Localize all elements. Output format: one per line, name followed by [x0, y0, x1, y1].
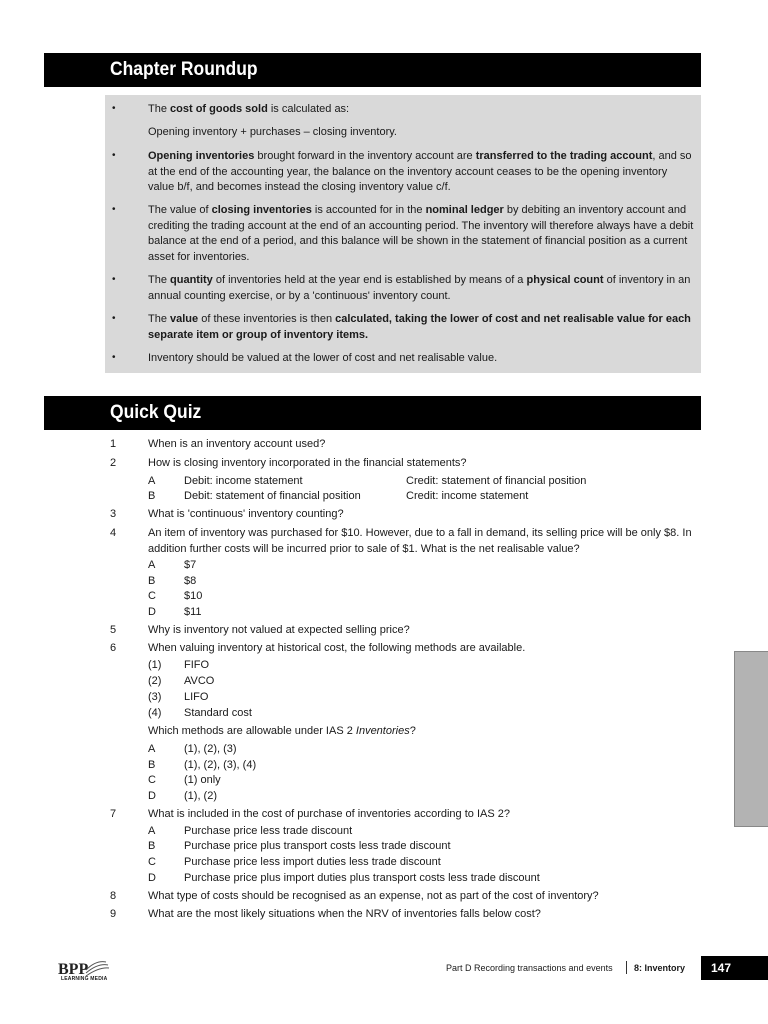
question-number: 9 — [110, 908, 117, 920]
question-number: 7 — [110, 808, 117, 820]
method-text: Standard cost — [184, 707, 252, 719]
method-label: (1) — [148, 659, 162, 671]
option-credit: Credit: income statement — [406, 490, 529, 502]
question-5: Why is inventory not valued at expected selling price? — [148, 624, 410, 636]
question-1: When is an inventory account used? — [148, 438, 326, 450]
chapter-thumb-tab — [734, 651, 768, 827]
bullet-icon — [112, 149, 120, 161]
option-text: (1), (2), (3), (4) — [184, 759, 257, 771]
option-label: B — [148, 840, 156, 852]
bullet-icon — [112, 102, 120, 114]
roundup-item-3: The value of closing inventories is accounted for in the nominal ledger by debiting an inventory account and crediting the trading account at the end of an accounting period. The inventory will therefore always have a debit balance at the end of a period, and this balance will be shown in the statement of financial position as a current asset for inventories. — [148, 204, 694, 263]
option-label: D — [148, 872, 156, 884]
method-label: (3) — [148, 691, 162, 703]
question-number: 6 — [110, 642, 117, 654]
option-text: Purchase price less import duties less trade discount — [184, 856, 441, 868]
bullet-icon — [112, 203, 120, 215]
option-label: C — [148, 856, 156, 868]
option-text: Purchase price plus import duties plus transport costs less trade discount — [184, 872, 540, 884]
bullet-icon — [112, 273, 120, 285]
chapter-roundup-header: Chapter Roundup — [44, 53, 701, 87]
question-number: 2 — [110, 457, 117, 469]
quick-quiz-header: Quick Quiz — [44, 396, 701, 430]
method-text: FIFO — [184, 659, 210, 671]
method-text: LIFO — [184, 691, 209, 703]
option-text: $8 — [184, 575, 197, 587]
method-label: (2) — [148, 675, 162, 687]
option-text: $10 — [184, 590, 203, 602]
question-number: 5 — [110, 624, 117, 636]
question-7: What is included in the cost of purchase of inventories according to IAS 2? — [148, 808, 510, 820]
option-debit: Debit: statement of financial position — [184, 490, 361, 502]
footer-divider — [626, 961, 627, 974]
option-label: C — [148, 590, 156, 602]
footer-chapter-label: 8: Inventory — [634, 963, 686, 973]
option-label: A — [148, 825, 156, 837]
roundup-item-5: The value of these inventories is then calculated, taking the lower of cost and net realisable value for each separate item or group of inventory items. — [148, 313, 691, 341]
option-label: A — [148, 475, 156, 487]
roundup-item-6: Inventory should be valued at the lower of cost and net realisable value. — [148, 352, 498, 364]
roundup-item-1: The cost of goods sold is calculated as: — [148, 103, 350, 115]
question-number: 8 — [110, 890, 117, 902]
method-text: AVCO — [184, 675, 215, 687]
question-2: How is closing inventory incorporated in the financial statements? — [148, 457, 467, 469]
question-number: 1 — [110, 438, 117, 450]
question-6-subquestion: Which methods are allowable under IAS 2 Inventories? — [148, 725, 416, 737]
roundup-item-4: The quantity of inventories held at the year end is established by means of a physical count of inventory in an annual counting exercise, or by a 'continuous' inventory count. — [148, 274, 691, 302]
page-number: 147 — [701, 956, 768, 980]
option-text: $11 — [184, 606, 202, 618]
option-text: (1) only — [184, 774, 221, 786]
option-credit: Credit: statement of financial position — [406, 475, 587, 487]
option-text: Purchase price plus transport costs less trade discount — [184, 840, 451, 852]
option-text: Purchase price less trade discount — [184, 825, 353, 837]
option-text: $7 — [184, 559, 197, 571]
question-number: 4 — [110, 527, 117, 539]
option-debit: Debit: income statement — [184, 475, 303, 487]
method-label: (4) — [148, 707, 162, 719]
question-8: What type of costs should be recognised as an expense, not as part of the cost of inventory? — [148, 890, 599, 902]
option-label: B — [148, 759, 156, 771]
option-label: B — [148, 575, 156, 587]
option-label: B — [148, 490, 156, 502]
option-text: (1), (2) — [184, 790, 217, 802]
question-6: When valuing inventory at historical cost, the following methods are available. — [148, 642, 526, 654]
footer-part-label: Part D Recording transactions and events — [446, 963, 613, 973]
option-label: A — [148, 743, 156, 755]
option-label: C — [148, 774, 156, 786]
option-label: D — [148, 790, 156, 802]
bullet-icon — [112, 351, 120, 363]
roundup-item-2: Opening inventories brought forward in the inventory account are transferred to the trading account, and so at the end of the accounting year, the balance on the inventory account ceases to be the opening inventory value b/f, and becomes instead the closing inventory value c/f. — [148, 150, 692, 193]
question-9: What are the most likely situations when the NRV of inventories falls below cost? — [148, 908, 541, 920]
bullet-icon — [112, 312, 120, 324]
logo-subtitle: LEARNING MEDIA — [61, 976, 108, 982]
svg-text:BPP: BPP — [58, 961, 89, 978]
question-4: An item of inventory was purchased for $10. However, due to a fall in demand, its selling price will be only $8. In addition further costs will be incurred prior to sale of $1. What is the net realisable value? — [148, 527, 692, 555]
option-label: D — [148, 606, 156, 618]
option-label: A — [148, 559, 156, 571]
roundup-item-1-formula: Opening inventory + purchases – closing inventory. — [148, 126, 397, 138]
question-number: 3 — [110, 508, 117, 520]
question-3: What is 'continuous' inventory counting? — [148, 508, 344, 520]
option-text: (1), (2), (3) — [184, 743, 237, 755]
